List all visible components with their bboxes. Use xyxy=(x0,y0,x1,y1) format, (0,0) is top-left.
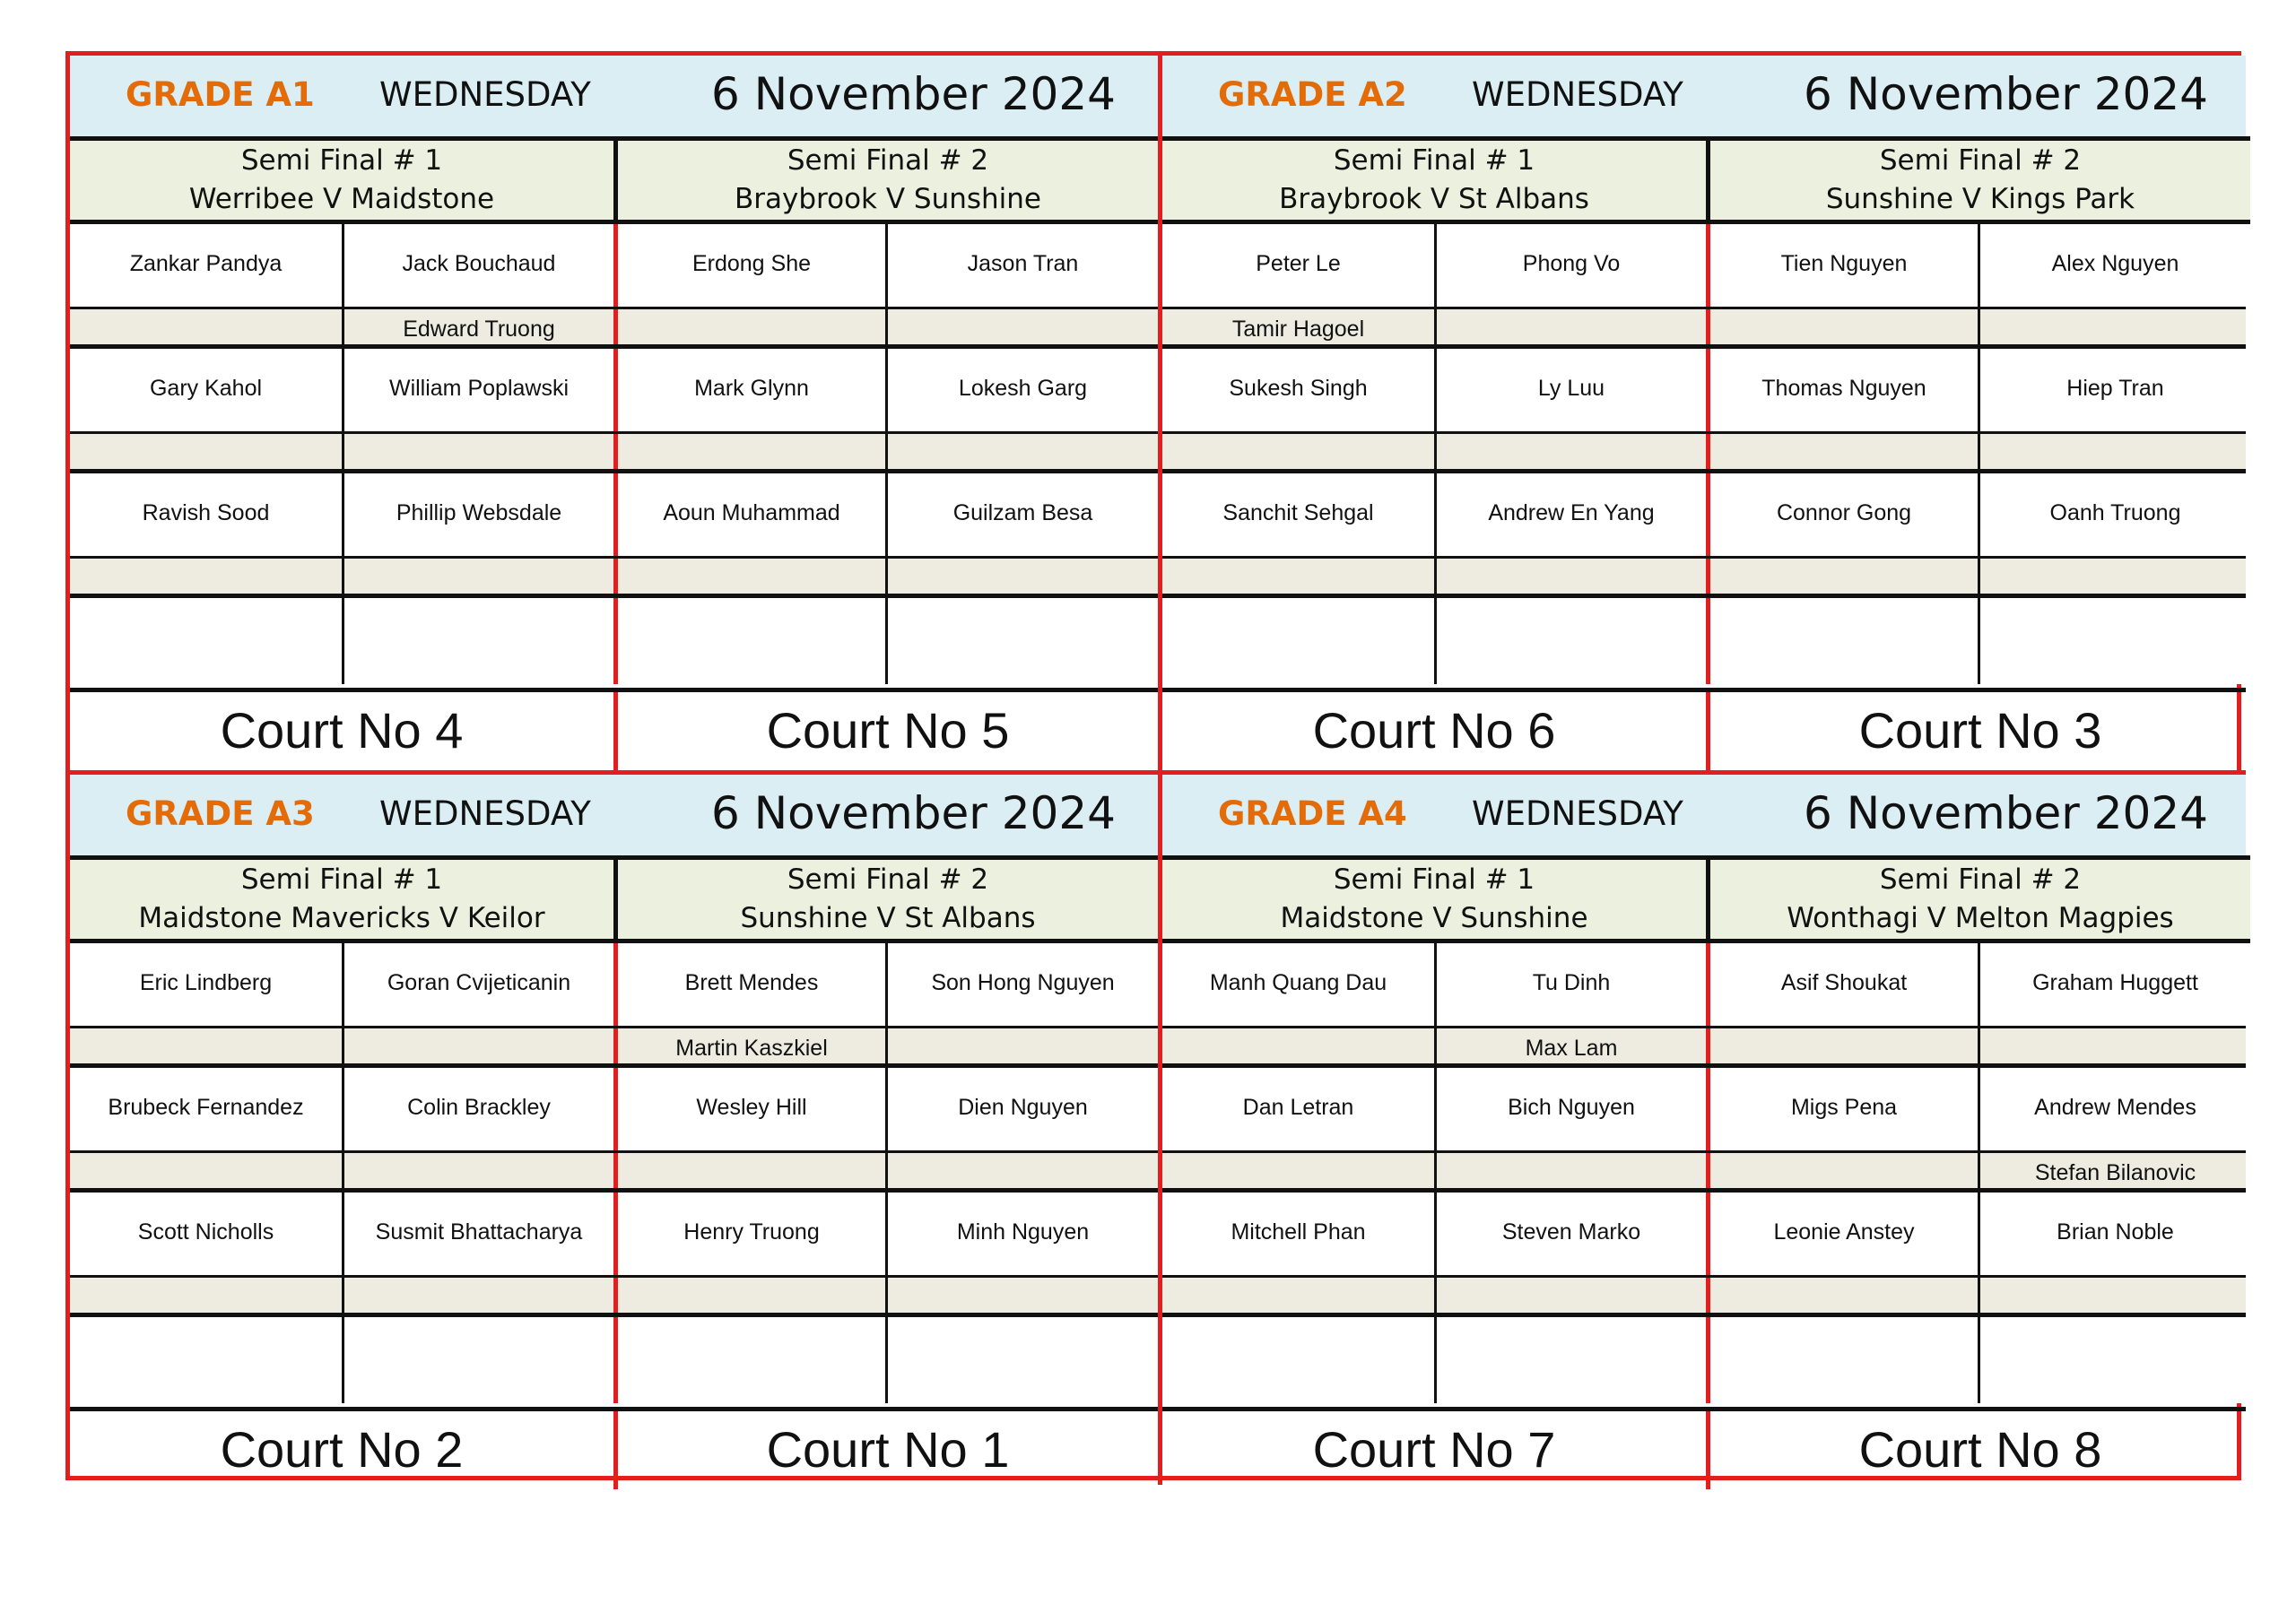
result-row xyxy=(70,556,1158,598)
player-name-cell: Aoun Muhammad xyxy=(613,473,885,556)
player-row xyxy=(70,1317,1158,1403)
semi-final-title: Semi Final # 2 xyxy=(1879,863,2082,896)
player-name-cell: Dien Nguyen xyxy=(885,1068,1158,1150)
player-name-cell: Hiep Tran xyxy=(1978,349,2250,431)
court-number: Court No 7 xyxy=(1312,1421,1556,1478)
player-name-cell: Jason Tran xyxy=(885,224,1158,307)
result-cell xyxy=(1706,309,1978,344)
player-name-cell: Oanh Truong xyxy=(1978,473,2250,556)
result-cell xyxy=(70,309,342,344)
player-name-cell: Andrew Mendes xyxy=(1978,1068,2250,1150)
player-name-cell xyxy=(613,598,885,684)
semi-final-2 xyxy=(613,136,1158,224)
player-row xyxy=(70,1068,1158,1150)
semi-final-match: Sunshine V St Albans xyxy=(740,902,1036,934)
player-name-cell: Ravish Sood xyxy=(142,500,270,525)
result-row xyxy=(70,1026,1158,1068)
date-label: 6 November 2024 xyxy=(1804,68,2208,120)
player-name-cell: Jack Bouchaud xyxy=(342,224,613,307)
grade-label: GRADE A3 xyxy=(126,794,315,833)
player-name-cell xyxy=(70,1317,342,1403)
semi-final-match: Wonthagi V Melton Magpies xyxy=(1787,902,2174,934)
player-name-cell: Sukesh Singh xyxy=(1229,376,1368,401)
result-row xyxy=(1162,556,2246,598)
result-cell xyxy=(613,1278,885,1313)
player-name-cell: Mitchell Phan xyxy=(1231,1219,1366,1245)
player-name-cell: Son Hong Nguyen xyxy=(885,943,1158,1026)
player-name-cell: Tu Dinh xyxy=(1434,943,1706,1026)
result-cell xyxy=(1162,1028,1434,1063)
player-name-cell: Guilzam Besa xyxy=(885,473,1158,556)
result-cell xyxy=(70,1153,342,1188)
player-row xyxy=(1162,1193,2246,1275)
semi-final-1 xyxy=(1162,855,1706,943)
court-row xyxy=(70,1407,1158,1489)
result-row xyxy=(70,1275,1158,1317)
player-name-cell: Graham Huggett xyxy=(1978,943,2250,1026)
player-row xyxy=(1162,224,2246,307)
result-cell xyxy=(1978,1028,2250,1063)
player-name-cell: Sanchit Sehgal xyxy=(1222,500,1374,525)
player-name-cell: Scott Nicholls xyxy=(137,1219,274,1245)
court-number: Court No 3 xyxy=(1706,692,2250,770)
result-cell: Tamir Hagoel xyxy=(1231,317,1365,342)
result-cell: Martin Kaszkiel xyxy=(613,1028,885,1063)
result-cell xyxy=(1434,559,1706,594)
player-grid xyxy=(70,943,1158,1407)
player-name-cell: Wesley Hill xyxy=(613,1068,885,1150)
player-name-cell xyxy=(1162,1317,1434,1403)
semi-final-match: Maidstone Mavericks V Keilor xyxy=(138,902,545,934)
result-cell xyxy=(1162,1278,1434,1313)
court-row xyxy=(1162,1407,2246,1489)
semi-final-match: Maidstone V Sunshine xyxy=(1280,902,1588,934)
semi-final-title: Semi Final # 2 xyxy=(1879,144,2082,177)
player-name-cell xyxy=(885,1317,1158,1403)
result-cell xyxy=(1706,1153,1978,1188)
grade-label: GRADE A1 xyxy=(126,75,315,114)
grade-label: GRADE A4 xyxy=(1218,794,1407,833)
semi-final-match: Werribee V Maidstone xyxy=(188,183,495,215)
result-row xyxy=(1162,431,2246,473)
result-row xyxy=(70,307,1158,349)
result-cell xyxy=(613,309,885,344)
semi-final-title: Semi Final # 2 xyxy=(787,863,989,896)
player-name-cell: Dan Letran xyxy=(1242,1095,1354,1120)
player-name-cell: Brett Mendes xyxy=(613,943,885,1026)
player-row xyxy=(70,943,1158,1026)
player-name-cell xyxy=(1434,598,1706,684)
player-name-cell xyxy=(1978,1317,2250,1403)
player-name-cell: Alex Nguyen xyxy=(1978,224,2250,307)
player-name-cell: Andrew En Yang xyxy=(1434,473,1706,556)
player-row xyxy=(1162,349,2246,431)
panel-grade-a1 xyxy=(70,56,1158,770)
semi-final-title: Semi Final # 2 xyxy=(787,144,989,177)
semi-final-2 xyxy=(613,855,1158,943)
result-cell xyxy=(342,434,613,469)
panel-header xyxy=(70,56,1158,136)
player-grid xyxy=(70,224,1158,688)
result-cell xyxy=(885,434,1158,469)
result-cell xyxy=(1706,559,1978,594)
result-row xyxy=(1162,1026,2246,1068)
result-cell xyxy=(1706,434,1978,469)
player-name-cell: Manh Quang Dau xyxy=(1209,970,1387,995)
result-cell xyxy=(1434,1153,1706,1188)
result-cell xyxy=(1978,434,2250,469)
result-cell xyxy=(342,1153,613,1188)
player-name-cell: Brubeck Fernandez xyxy=(108,1095,304,1120)
result-cell xyxy=(885,309,1158,344)
player-name-cell: Brian Noble xyxy=(1978,1193,2250,1275)
result-cell xyxy=(1162,434,1434,469)
semi-final-title: Semi Final # 1 xyxy=(1333,144,1535,177)
court-number: Court No 8 xyxy=(1706,1411,2250,1489)
semi-final-headers xyxy=(1162,855,2246,943)
result-row xyxy=(70,1150,1158,1193)
player-name-cell: Migs Pena xyxy=(1706,1068,1978,1150)
player-row xyxy=(70,598,1158,684)
result-cell xyxy=(1978,559,2250,594)
court-number: Court No 1 xyxy=(613,1411,1158,1489)
result-cell: Stefan Bilanovic xyxy=(1978,1153,2250,1188)
court-number: Court No 4 xyxy=(220,702,464,759)
player-row xyxy=(70,473,1158,556)
player-row xyxy=(70,349,1158,431)
player-name-cell: Leonie Anstey xyxy=(1706,1193,1978,1275)
result-cell xyxy=(1706,1028,1978,1063)
player-name-cell: Gary Kahol xyxy=(149,376,263,401)
day-label: WEDNESDAY xyxy=(1472,75,1683,114)
panel-grade-a2 xyxy=(1158,56,2246,770)
court-row xyxy=(1162,688,2246,770)
player-name-cell: William Poplawski xyxy=(342,349,613,431)
player-row xyxy=(1162,1068,2246,1150)
semi-final-headers xyxy=(1162,136,2246,224)
fixture-sheet xyxy=(65,51,2241,1480)
result-row xyxy=(1162,1275,2246,1317)
court-row xyxy=(70,688,1158,770)
result-cell xyxy=(613,1153,885,1188)
player-name-cell: Henry Truong xyxy=(613,1193,885,1275)
player-name-cell xyxy=(885,598,1158,684)
player-name-cell xyxy=(1706,598,1978,684)
result-cell xyxy=(1978,309,2250,344)
player-grid xyxy=(1162,943,2246,1407)
semi-final-1 xyxy=(70,136,613,224)
player-name-cell: Phong Vo xyxy=(1434,224,1706,307)
player-name-cell: Erdong She xyxy=(613,224,885,307)
player-name-cell xyxy=(1434,1317,1706,1403)
player-name-cell: Bich Nguyen xyxy=(1434,1068,1706,1150)
panel-header xyxy=(1162,56,2246,136)
result-cell xyxy=(885,1028,1158,1063)
result-cell xyxy=(885,559,1158,594)
result-cell xyxy=(70,434,342,469)
semi-final-1 xyxy=(70,855,613,943)
player-name-cell xyxy=(1162,598,1434,684)
player-name-cell: Tien Nguyen xyxy=(1706,224,1978,307)
result-cell xyxy=(885,1278,1158,1313)
result-cell xyxy=(1162,1153,1434,1188)
semi-final-headers xyxy=(70,136,1158,224)
player-row xyxy=(1162,473,2246,556)
player-name-cell: Minh Nguyen xyxy=(885,1193,1158,1275)
player-name-cell: Steven Marko xyxy=(1434,1193,1706,1275)
result-cell xyxy=(1434,309,1706,344)
player-grid xyxy=(1162,224,2246,688)
grade-label: GRADE A2 xyxy=(1218,75,1407,114)
court-number: Court No 6 xyxy=(1312,702,1556,759)
player-name-cell: Zankar Pandya xyxy=(129,251,283,276)
court-number: Court No 2 xyxy=(220,1421,464,1478)
court-number: Court No 5 xyxy=(613,692,1158,770)
panel-grade-a4 xyxy=(1158,770,2246,1485)
player-name-cell xyxy=(342,1317,613,1403)
player-name-cell: Thomas Nguyen xyxy=(1706,349,1978,431)
day-label: WEDNESDAY xyxy=(1472,794,1683,833)
result-cell xyxy=(1706,1278,1978,1313)
result-cell xyxy=(1162,559,1434,594)
semi-final-title: Semi Final # 1 xyxy=(240,863,443,896)
semi-final-match: Braybrook V St Albans xyxy=(1279,183,1589,215)
date-label: 6 November 2024 xyxy=(711,68,1116,120)
player-name-cell: Susmit Bhattacharya xyxy=(342,1193,613,1275)
semi-final-title: Semi Final # 1 xyxy=(240,144,443,177)
player-name-cell: Eric Lindberg xyxy=(139,970,273,995)
result-cell xyxy=(70,1028,342,1063)
result-cell xyxy=(342,559,613,594)
result-cell xyxy=(342,1278,613,1313)
result-cell xyxy=(613,559,885,594)
player-name-cell xyxy=(70,598,342,684)
player-name-cell: Connor Gong xyxy=(1706,473,1978,556)
semi-final-2 xyxy=(1706,136,2250,224)
day-label: WEDNESDAY xyxy=(379,75,591,114)
semi-final-title: Semi Final # 1 xyxy=(1333,863,1535,896)
player-name-cell: Goran Cvijeticanin xyxy=(342,943,613,1026)
result-cell xyxy=(70,559,342,594)
result-cell xyxy=(1434,1278,1706,1313)
result-row xyxy=(1162,1150,2246,1193)
semi-final-headers xyxy=(70,855,1158,943)
player-name-cell: Mark Glynn xyxy=(613,349,885,431)
result-cell xyxy=(1978,1278,2250,1313)
player-name-cell: Ly Luu xyxy=(1434,349,1706,431)
player-name-cell: Colin Brackley xyxy=(342,1068,613,1150)
player-name-cell: Lokesh Garg xyxy=(885,349,1158,431)
date-label: 6 November 2024 xyxy=(711,787,1116,839)
player-name-cell: Asif Shoukat xyxy=(1706,943,1978,1026)
semi-final-match: Braybrook V Sunshine xyxy=(735,183,1041,215)
player-row xyxy=(70,224,1158,307)
day-label: WEDNESDAY xyxy=(379,794,591,833)
result-row xyxy=(70,431,1158,473)
semi-final-match: Sunshine V Kings Park xyxy=(1825,183,2135,215)
result-row xyxy=(1162,307,2246,349)
result-cell xyxy=(342,1028,613,1063)
semi-final-2 xyxy=(1706,855,2250,943)
player-row xyxy=(70,1193,1158,1275)
result-cell: Max Lam xyxy=(1434,1028,1706,1063)
player-row xyxy=(1162,1317,2246,1403)
player-name-cell xyxy=(1978,598,2250,684)
panel-grade-a3 xyxy=(70,770,1158,1485)
player-name-cell xyxy=(613,1317,885,1403)
result-cell xyxy=(613,434,885,469)
result-cell xyxy=(70,1278,342,1313)
panel-header xyxy=(70,775,1158,855)
result-cell: Edward Truong xyxy=(342,309,613,344)
player-row xyxy=(1162,943,2246,1026)
panel-header xyxy=(1162,775,2246,855)
result-cell xyxy=(1434,434,1706,469)
semi-final-1 xyxy=(1162,136,1706,224)
result-cell xyxy=(885,1153,1158,1188)
player-name-cell: Peter Le xyxy=(1256,251,1341,276)
player-name-cell xyxy=(342,598,613,684)
date-label: 6 November 2024 xyxy=(1804,787,2208,839)
player-name-cell: Phillip Websdale xyxy=(342,473,613,556)
player-row xyxy=(1162,598,2246,684)
player-name-cell xyxy=(1706,1317,1978,1403)
